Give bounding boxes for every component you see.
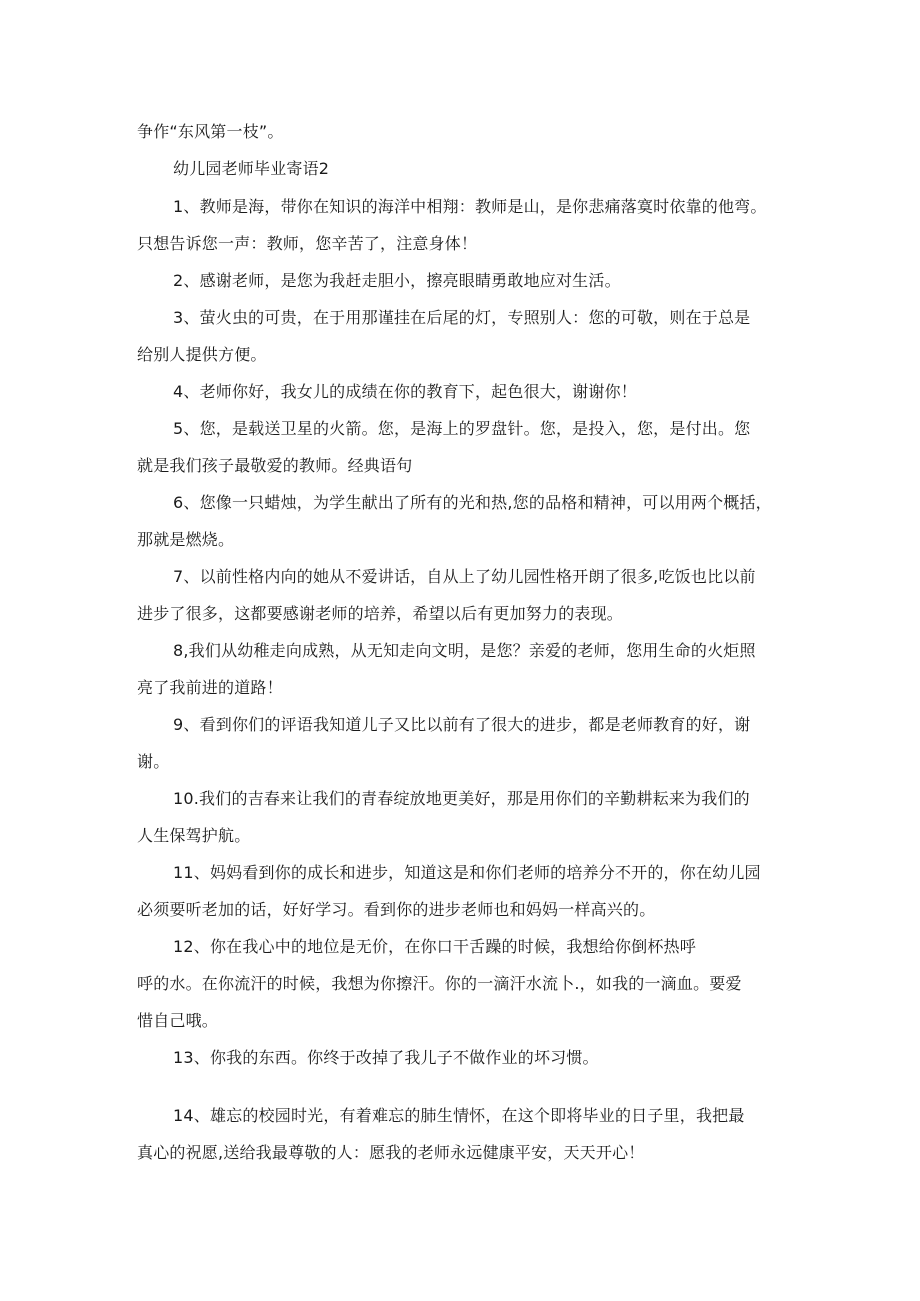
item-5-line-1: 5、您，是载送卫星的火箭。您，是海上的罗盘针。您，是投入，您，是付出。您 [173,419,751,438]
item-12-line-3: 惜自己哦。 [137,1011,219,1030]
section-title: 幼儿园老师毕业寄语2 [173,159,330,178]
item-1-line-2: 只想告诉您一声：教师，您辛苦了，注意身体！ [137,234,478,253]
item-3-line-2: 给别人提供方便。 [137,345,267,364]
item-6-line-2: 那就是燃烧。 [137,530,235,549]
item-2-line-1: 2、感谢老师，是您为我赶走胆小，擦亮眼睛勇敢地应对生活。 [173,271,621,290]
item-5-line-2: 就是我们孩子最敬爱的教师。经典语句 [137,456,413,475]
item-9-line-2: 谢。 [137,752,170,771]
item-10-line-1: 10.我们的吉春来让我们的青春绽放地更美好，那是用你们的辛勤耕耘来为我们的 [173,789,750,808]
item-13-line-1: 13、你我的东西。你终于改掉了我儿子不做作业的坏习惯。 [173,1048,599,1067]
item-12-line-2: 呼的水。在你流汗的时候，我想为你擦汗。你的一滴汗水流卜.，如我的一滴血。要爱 [137,974,742,993]
intro-line: 争作“东风第一枝”。 [137,122,284,141]
item-9-line-1: 9、看到你们的评语我知道儿子又比以前有了很大的进步，都是老师教育的好，谢 [173,715,751,734]
item-7-line-2: 进步了很多，这都要感谢老师的培养，希望以后有更加努力的表现。 [137,604,624,623]
item-11-line-1: 11、妈妈看到你的成长和进步，知道这是和你们老师的培养分不开的，你在幼儿园 [173,863,761,882]
item-3-line-1: 3、萤火虫的可贵，在于用那谨挂在后尾的灯，专照别人：您的可敬，则在于总是 [173,308,751,327]
item-12-line-1: 12、你在我心中的地位是无价，在你口干舌躁的时候，我想给你倒杯热呼 [173,937,696,956]
item-10-line-2: 人生保驾护航。 [137,826,251,845]
item-7-line-1: 7、以前性格内向的她从不爱讲话，自从上了幼儿园性格开朗了很多,吃饭也比以前 [173,567,756,586]
item-11-line-2: 必须要听老加的话，好好学习。看到你的进步老师也和妈妈一样高兴的。 [137,900,656,919]
item-1-line-1: 1、教师是海，带你在知识的海洋中相翔：教师是山，是你悲痛落寞时依靠的他弯。 [173,197,767,216]
item-14-line-1: 14、雄忘的校园时光，有着难忘的肺生情怀，在这个即将毕业的日子里，我把最 [173,1106,745,1125]
item-8-line-1: 8,我们从幼稚走向成熟，从无知走向文明，是您？亲爱的老师，您用生命的火炬照 [173,641,756,660]
item-4-line-1: 4、老师你好，我女儿的成绩在你的教育下，起色很大，谢谢你！ [173,382,637,401]
item-14-line-2: 真心的祝愿,送给我最尊敬的人：愿我的老师永远健康平安，天天开心！ [137,1143,645,1162]
item-6-line-1: 6、您像一只蜡烛，为学生献出了所有的光和热,您的品格和精神，可以用两个概括， [173,493,772,512]
item-8-line-2: 亮了我前进的道路！ [137,678,283,697]
